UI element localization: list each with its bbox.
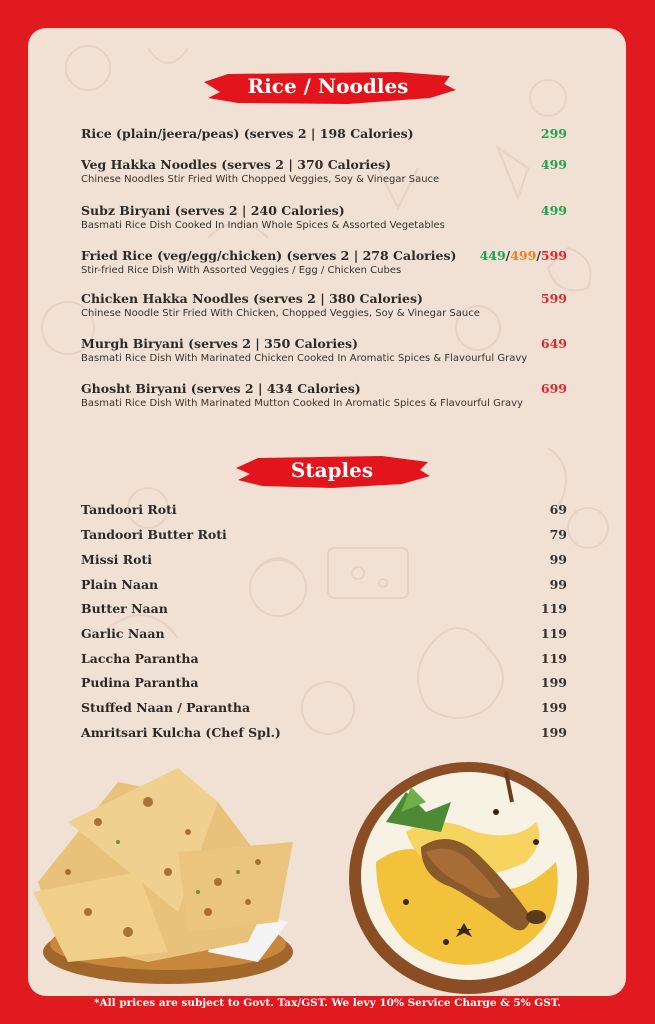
item-price: 499 [540,157,567,172]
item-price: 79 [549,527,567,542]
item-name: Stuffed Naan / Parantha [81,700,251,715]
item-name: Laccha Parantha [81,651,199,666]
item-name: Pudina Parantha [81,675,199,690]
item-name: Ghosht Biryani (serves 2 | 434 Calories) [81,381,361,396]
item-name: Tandoori Roti [81,502,177,517]
item-name: Butter Naan [81,601,168,616]
item-name: Missi Roti [81,552,153,567]
staples-banner [232,452,432,492]
item-description: Basmati Rice Dish With Marinated Chicken Cooked In Aromatic Spices & Flavourful Gravy [81,353,528,364]
rice-noodles-banner [198,68,458,108]
rice-noodles-title: Rice / Noodles [247,74,409,98]
item-price: 699 [540,381,567,396]
item-price: 199 [540,675,567,690]
staple-row [81,552,567,570]
staple-row [81,527,567,545]
menu-item [81,381,567,409]
staple-row [81,651,567,669]
egg-price: 499 [510,248,537,263]
item-price: 99 [549,552,567,567]
item-name: Garlic Naan [81,626,165,641]
footer-note: *All prices are subject to Govt. Tax/GST. We levy 10% Service Charge & 5% GST. [94,997,561,1009]
item-description: Stir-fried Rice Dish With Assorted Veggies / Egg / Chicken Cubes [81,265,402,276]
staples-title: Staples [290,458,374,482]
item-name: Fried Rice (veg/egg/chicken) (serves 2 | 278 Calories) [81,248,457,263]
staple-row [81,601,567,619]
item-name: Tandoori Butter Roti [81,527,227,542]
item-price: 299 [540,126,567,141]
item-price: 69 [549,502,567,517]
item-name: Subz Biryani (serves 2 | 240 Calories) [81,203,345,218]
item-price: 99 [549,577,567,592]
item-price: 649 [540,336,567,351]
item-price: 499 [540,203,567,218]
staple-row [81,725,567,743]
menu-item [81,157,567,185]
menu-item [81,126,567,141]
item-price: 599 [540,291,567,306]
item-name: Veg Hakka Noodles (serves 2 | 370 Calories) [81,157,392,172]
staple-row [81,577,567,595]
item-price: 119 [540,651,567,666]
item-description: Chinese Noodles Stir Fried With Chopped Veggies, Soy & Vinegar Sauce [81,174,440,185]
item-name: Murgh Biryani (serves 2 | 350 Calories) [81,336,359,351]
item-description: Basmati Rice Dish With Marinated Mutton Cooked In Aromatic Spices & Flavourful Gravy [81,398,523,409]
staple-row [81,700,567,718]
menu-item [81,203,567,231]
menu-item [81,248,567,276]
item-price: 199 [540,725,567,740]
item-name: Amritsari Kulcha (Chef Spl.) [81,725,281,740]
item-name: Chicken Hakka Noodles (serves 2 | 380 Calories) [81,291,423,306]
item-price: 199 [540,700,567,715]
item-name: Rice (plain/jeera/peas) (serves 2 | 198 Calories) [81,126,414,141]
item-price: 449/499/599 [479,248,567,263]
item-price: 119 [540,601,567,616]
staple-row [81,675,567,693]
biryani-bowl-image [346,752,592,996]
item-name: Plain Naan [81,577,159,592]
item-price: 119 [540,626,567,641]
veg-price: 449 [479,248,506,263]
staple-row [81,502,567,520]
chicken-price: 599 [540,248,567,263]
naan-basket-image [28,762,300,992]
staple-row [81,626,567,644]
item-description: Chinese Noodle Stir Fried With Chicken, Chopped Veggies, Soy & Vinegar Sauce [81,308,480,319]
menu-item [81,336,567,364]
item-description: Basmati Rice Dish Cooked In Indian Whole Spices & Assorted Vegetables [81,220,445,231]
menu-item [81,291,567,319]
